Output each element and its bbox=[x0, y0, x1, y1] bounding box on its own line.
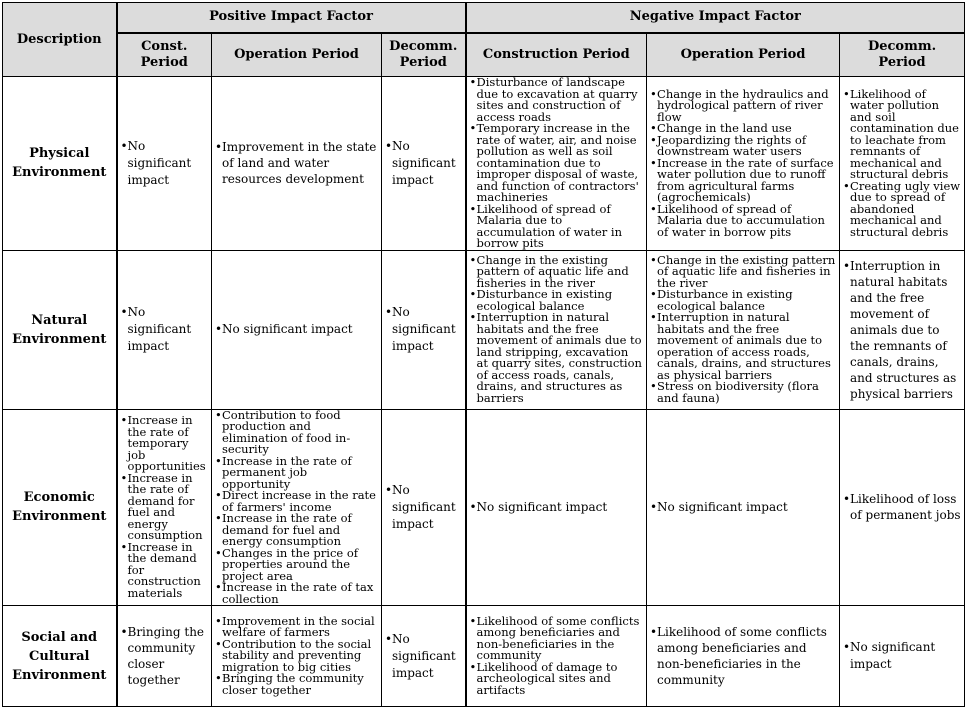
bullet-list bbox=[215, 613, 378, 697]
bullet-list bbox=[650, 624, 836, 688]
bullet-list bbox=[121, 138, 209, 189]
bullet-list bbox=[215, 321, 378, 338]
bullet-list bbox=[385, 631, 462, 682]
bullet-item: • Increase in the rate of tax collection bbox=[215, 582, 378, 605]
bullet-item: • Change in the existing pattern of aquatic life and fisheries in the river bbox=[470, 255, 644, 290]
bullet-item: • Increase in the rate of demand for fuel and energy consumption bbox=[121, 473, 209, 542]
cell-pos-oper bbox=[212, 409, 382, 606]
bullet-item: • Interruption in natural habitats and the free movement of animals due to land stripping, excavation at quarry sites, construction of access roads, canals, drains, and structures as barriers bbox=[470, 312, 644, 404]
bullet-item: • Stress on biodiversity (flora and fauna) bbox=[650, 381, 836, 404]
cell-pos-const bbox=[117, 409, 212, 606]
cell-pos-const bbox=[117, 606, 212, 707]
row-label: Physical Environment bbox=[3, 77, 117, 251]
bullet-item: • Change in the hydraulics and hydrological pattern of river flow bbox=[650, 89, 836, 124]
cell-neg-oper bbox=[647, 409, 840, 606]
bullet-item: • Disturbance of landscape due to excavation at quarry sites and construction of access roads bbox=[470, 77, 644, 123]
cell-neg-decomm bbox=[840, 250, 965, 409]
bullet-item: • Likelihood of damage to archeological sites and artifacts bbox=[470, 662, 644, 697]
bullet-list bbox=[215, 139, 378, 187]
bullet-item: • Contribution to the social stability and preventing migration to big cities bbox=[215, 639, 378, 674]
bullet-list bbox=[843, 86, 961, 239]
row-label: Social and Cultural Environment bbox=[3, 606, 117, 707]
bullet-item: • No significant impact bbox=[843, 639, 961, 673]
neg-decomm-period-header: Decomm. Period bbox=[840, 33, 965, 77]
bullet-item: • Likelihood of loss of permanent jobs bbox=[843, 491, 961, 523]
bullet-item: • No significant impact bbox=[385, 138, 462, 189]
bullet-item: • No significant impact bbox=[121, 138, 209, 189]
bullet-item: • Interruption in natural habitats and the free movement of animals due to operation of access roads, canals, drains, and structures as physical barriers bbox=[650, 312, 836, 381]
table-body bbox=[3, 77, 965, 707]
bullet-item: • Changes in the price of properties around the project area bbox=[215, 548, 378, 583]
cell-pos-oper bbox=[212, 77, 382, 251]
negative-impact-header: Negative Impact Factor bbox=[466, 3, 965, 33]
bullet-item: • Bringing the community closer together bbox=[215, 673, 378, 696]
bullet-item: • Disturbance in existing ecological balance bbox=[650, 289, 836, 312]
bullet-list bbox=[650, 252, 836, 405]
pos-operation-period-header: Operation Period bbox=[212, 33, 382, 77]
bullet-list bbox=[470, 613, 644, 697]
bullet-item: • Likelihood of spread of Malaria due to accumulation of water in borrow pits bbox=[470, 204, 644, 250]
bullet-item: • Likelihood of spread of Malaria due to accumulation of water in borrow pits bbox=[650, 204, 836, 239]
bullet-item: • Contribution to food production and elimination of food in-security bbox=[215, 410, 378, 456]
bullet-item: • Increase in the demand for construction materials bbox=[121, 542, 209, 600]
cell-pos-oper bbox=[212, 250, 382, 409]
bullet-list bbox=[843, 491, 961, 523]
table-row bbox=[3, 77, 965, 251]
bullet-list bbox=[843, 639, 961, 673]
pos-const-period-header: Const. Period bbox=[117, 33, 212, 77]
bullet-item: • No significant impact bbox=[650, 499, 836, 516]
cell-neg-decomm bbox=[840, 409, 965, 606]
neg-construction-period-header: Construction Period bbox=[466, 33, 647, 77]
bullet-list bbox=[470, 252, 644, 405]
neg-operation-period-header: Operation Period bbox=[647, 33, 840, 77]
cell-neg-const bbox=[466, 606, 647, 707]
bullet-item: • No significant impact bbox=[385, 631, 462, 682]
cell-pos-oper bbox=[212, 606, 382, 707]
bullet-list bbox=[470, 499, 644, 516]
bullet-list bbox=[385, 482, 462, 533]
table-row bbox=[3, 409, 965, 606]
bullet-list bbox=[843, 258, 961, 402]
bullet-item: • Bringing the community closer together bbox=[121, 624, 209, 688]
bullet-item: • Change in the land use bbox=[650, 123, 836, 135]
cell-pos-decomm bbox=[382, 409, 466, 606]
bullet-item: • Increase in the rate of demand for fuel and energy consumption bbox=[215, 513, 378, 548]
cell-neg-decomm bbox=[840, 77, 965, 251]
cell-pos-decomm bbox=[382, 250, 466, 409]
bullet-list bbox=[121, 304, 209, 355]
bullet-item: • Likelihood of some conflicts among beneficiaries and non-beneficiaries in the community bbox=[650, 624, 836, 688]
cell-neg-const bbox=[466, 77, 647, 251]
cell-neg-const bbox=[466, 409, 647, 606]
bullet-item: • Increase in the rate of temporary job opportunities bbox=[121, 415, 209, 473]
bullet-item: • Change in the existing pattern of aquatic life and fisheries in the river bbox=[650, 255, 836, 290]
bullet-item: • No significant impact bbox=[385, 304, 462, 355]
cell-pos-const bbox=[117, 77, 212, 251]
description-header: Description bbox=[3, 3, 117, 77]
bullet-item: • Temporary increase in the rate of water, air, and noise pollution as well as soil contamination due to improper disposal of waste, and function of contractors' machineries bbox=[470, 123, 644, 204]
cell-neg-decomm bbox=[840, 606, 965, 707]
row-label: Economic Environment bbox=[3, 409, 117, 606]
pos-decomm-period-header: Decomm. Period bbox=[382, 33, 466, 77]
table-row bbox=[3, 250, 965, 409]
bullet-item: • Improvement in the social welfare of farmers bbox=[215, 616, 378, 639]
bullet-list bbox=[470, 77, 644, 250]
bullet-item: • Interruption in natural habitats and the free movement of animals due to the remnants of canals, drains, and structures as physical barriers bbox=[843, 258, 961, 402]
bullet-item: • Direct increase in the rate of farmers' income bbox=[215, 490, 378, 513]
bullet-list bbox=[121, 624, 209, 688]
bullet-item: • Increase in the rate of surface water pollution due to runoff from agricultural farms (agrochemicals) bbox=[650, 158, 836, 204]
impact-factor-table bbox=[2, 2, 965, 707]
bullet-item: • Creating ugly view due to spread of abandoned mechanical and structural debris bbox=[843, 181, 961, 239]
cell-neg-const bbox=[466, 250, 647, 409]
bullet-list bbox=[650, 499, 836, 516]
cell-neg-oper bbox=[647, 77, 840, 251]
bullet-list bbox=[215, 410, 378, 606]
bullet-list bbox=[385, 304, 462, 355]
bullet-item: • Likelihood of some conflicts among beneficiaries and non-beneficiaries in the community bbox=[470, 616, 644, 662]
bullet-item: • Improvement in the state of land and water resources development bbox=[215, 139, 378, 187]
cell-neg-oper bbox=[647, 606, 840, 707]
bullet-item: • No significant impact bbox=[470, 499, 644, 516]
bullet-list bbox=[385, 138, 462, 189]
bullet-item: • Jeopardizing the rights of downstream water users bbox=[650, 135, 836, 158]
row-label: Natural Environment bbox=[3, 250, 117, 409]
bullet-item: • No significant impact bbox=[385, 482, 462, 533]
cell-pos-const bbox=[117, 250, 212, 409]
bullet-item: • No significant impact bbox=[121, 304, 209, 355]
cell-neg-oper bbox=[647, 250, 840, 409]
bullet-list bbox=[650, 86, 836, 239]
cell-pos-decomm bbox=[382, 606, 466, 707]
table-row bbox=[3, 606, 965, 707]
bullet-item: • Increase in the rate of permanent job opportunity bbox=[215, 456, 378, 491]
bullet-item: • No significant impact bbox=[215, 321, 378, 338]
bullet-list bbox=[121, 415, 209, 599]
cell-pos-decomm bbox=[382, 77, 466, 251]
bullet-item: • Disturbance in existing ecological balance bbox=[470, 289, 644, 312]
bullet-item: • Likelihood of water pollution and soil contamination due to leachate from remnants of mechanical and structural debris bbox=[843, 89, 961, 181]
positive-impact-header: Positive Impact Factor bbox=[117, 3, 466, 33]
